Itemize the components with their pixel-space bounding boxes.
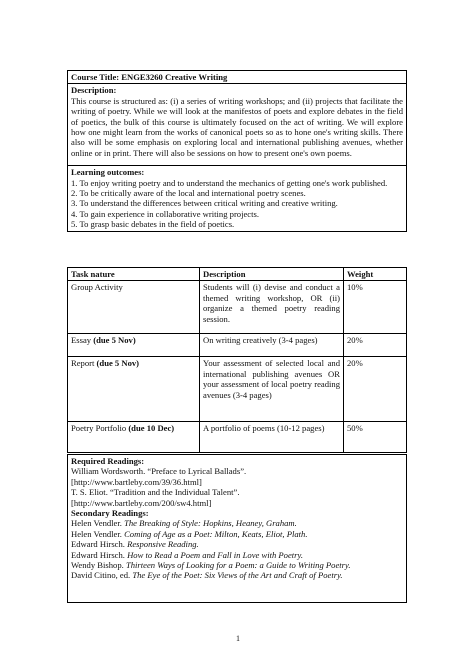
task-name: Essay xyxy=(71,335,92,346)
task-cell xyxy=(68,357,200,422)
page-number: 1 xyxy=(236,634,240,643)
outcomes-heading: Learning outcomes: xyxy=(71,167,145,178)
reading-author: Edward Hirsch. xyxy=(71,549,125,560)
task-cell xyxy=(68,334,200,357)
learning-outcomes-section xyxy=(68,166,406,230)
description-heading: Description: xyxy=(71,85,117,96)
task-due: (due 10 Dec) xyxy=(128,423,175,434)
task-name: Group Activity xyxy=(71,282,123,293)
description-section xyxy=(68,84,406,166)
secondary-reading-item xyxy=(71,550,403,560)
reading-title: How to Read a Poem and Fall in Love with Poetry. xyxy=(127,549,304,560)
table-row xyxy=(68,357,407,422)
required-reading-item: T. S. Eliot. “Tradition and the Individual Talent”. xyxy=(71,487,240,498)
task-due: (due 5 Nov) xyxy=(96,358,140,369)
reading-title: Responsive Reading. xyxy=(127,539,199,550)
secondary-reading-item xyxy=(71,570,403,580)
course-title-label: Course Title: xyxy=(71,72,120,82)
reading-title: Thirteen Ways of Looking for a Poem: a Guide to Writing Poetry. xyxy=(125,560,351,571)
outcome-item: 3. To understand the differences between critical writing and creative writing. xyxy=(71,198,338,209)
header-weight: Weight xyxy=(344,268,407,281)
description-cell: Students will (i) devise and conduct a themed writing workshop, OR (ii) organize a themed poetry reading session. xyxy=(200,281,344,334)
reading-title: Coming of Age as a Poet: Milton, Keats, Eliot, Plath. xyxy=(124,528,308,539)
secondary-reading-item xyxy=(71,529,403,539)
reading-author: Helen Vendler. xyxy=(71,528,122,539)
task-name: Poetry Portfolio xyxy=(71,423,127,434)
weight-cell: 50% xyxy=(344,422,407,453)
header-task-nature: Task nature xyxy=(68,268,200,281)
course-title-value: ENGE3260 Creative Writing xyxy=(121,72,228,82)
outcome-item: 5. To grasp basic debates in the field of poetics. xyxy=(71,219,235,230)
weight-cell: 20% xyxy=(344,357,407,422)
secondary-reading-item xyxy=(71,518,403,528)
required-reading-link: [http://www.bartleby.com/200/sw4.html] xyxy=(71,497,212,508)
reading-title: The Eye of the Poet: Six Views of the Art and Craft of Poetry. xyxy=(132,570,343,581)
reading-title: The Breaking of Style: Hopkins, Heaney, Graham. xyxy=(124,518,297,529)
assessment-table xyxy=(67,267,407,453)
description-cell: Your assessment of selected local and international publishing avenues OR your assessment of local poetry reading avenues (3-4 pages) xyxy=(200,357,344,422)
assessment-table-wrap xyxy=(67,267,407,453)
outcome-item: 1. To enjoy writing poetry and to understand the mechanics of getting one's work published. xyxy=(71,177,388,188)
required-reading-item: William Wordsworth. “Preface to Lyrical Ballads”. xyxy=(71,466,247,477)
description-cell: On writing creatively (3-4 pages) xyxy=(200,334,344,357)
secondary-reading-item xyxy=(71,539,403,549)
header-description: Description xyxy=(200,268,344,281)
table-header-row xyxy=(68,268,407,281)
reading-author: Helen Vendler. xyxy=(71,518,122,529)
table-row xyxy=(68,281,407,334)
reading-author: Wendy Bishop. xyxy=(71,560,124,571)
required-reading-link: [http://www.bartleby.com/39/36.html] xyxy=(71,476,202,487)
task-cell xyxy=(68,422,200,453)
description-text: This course is structured as: (i) a series of writing workshops; and (ii) projects that facilitate the writing of poetry. While we will look at the manifestos of poets and explore debates in the field of poetics, the bulk of this course is ultimately focused on the act of writing. We will explore how one might learn from the works of canonical poets so as to hone one's writing skills. There also will be some emphasis on exploring local and international publishing avenues, whether online or in print. There will also be sessions on how to present one's own poems. xyxy=(71,95,403,158)
table-row xyxy=(68,334,407,357)
course-info-box xyxy=(67,70,407,232)
weight-cell: 20% xyxy=(344,334,407,357)
description-cell: A portfolio of poems (10-12 pages) xyxy=(200,422,344,453)
secondary-reading-item xyxy=(71,560,403,570)
required-readings-heading: Required Readings: xyxy=(71,456,145,466)
outcome-item: 2. To be critically aware of the local and international poetry scenes. xyxy=(71,188,306,199)
task-cell xyxy=(68,281,200,334)
course-title-row xyxy=(68,71,406,84)
weight-cell: 10% xyxy=(344,281,407,334)
task-name: Report xyxy=(71,358,95,369)
secondary-readings-heading: Secondary Readings: xyxy=(71,508,149,519)
reading-author: David Citino, ed. xyxy=(71,570,131,581)
table-row xyxy=(68,422,407,453)
outcome-item: 4. To gain experience in collaborative writing projects. xyxy=(71,208,260,219)
readings-box xyxy=(67,454,407,603)
reading-author: Edward Hirsch. xyxy=(71,539,125,550)
task-due: (due 5 Nov) xyxy=(93,335,136,346)
